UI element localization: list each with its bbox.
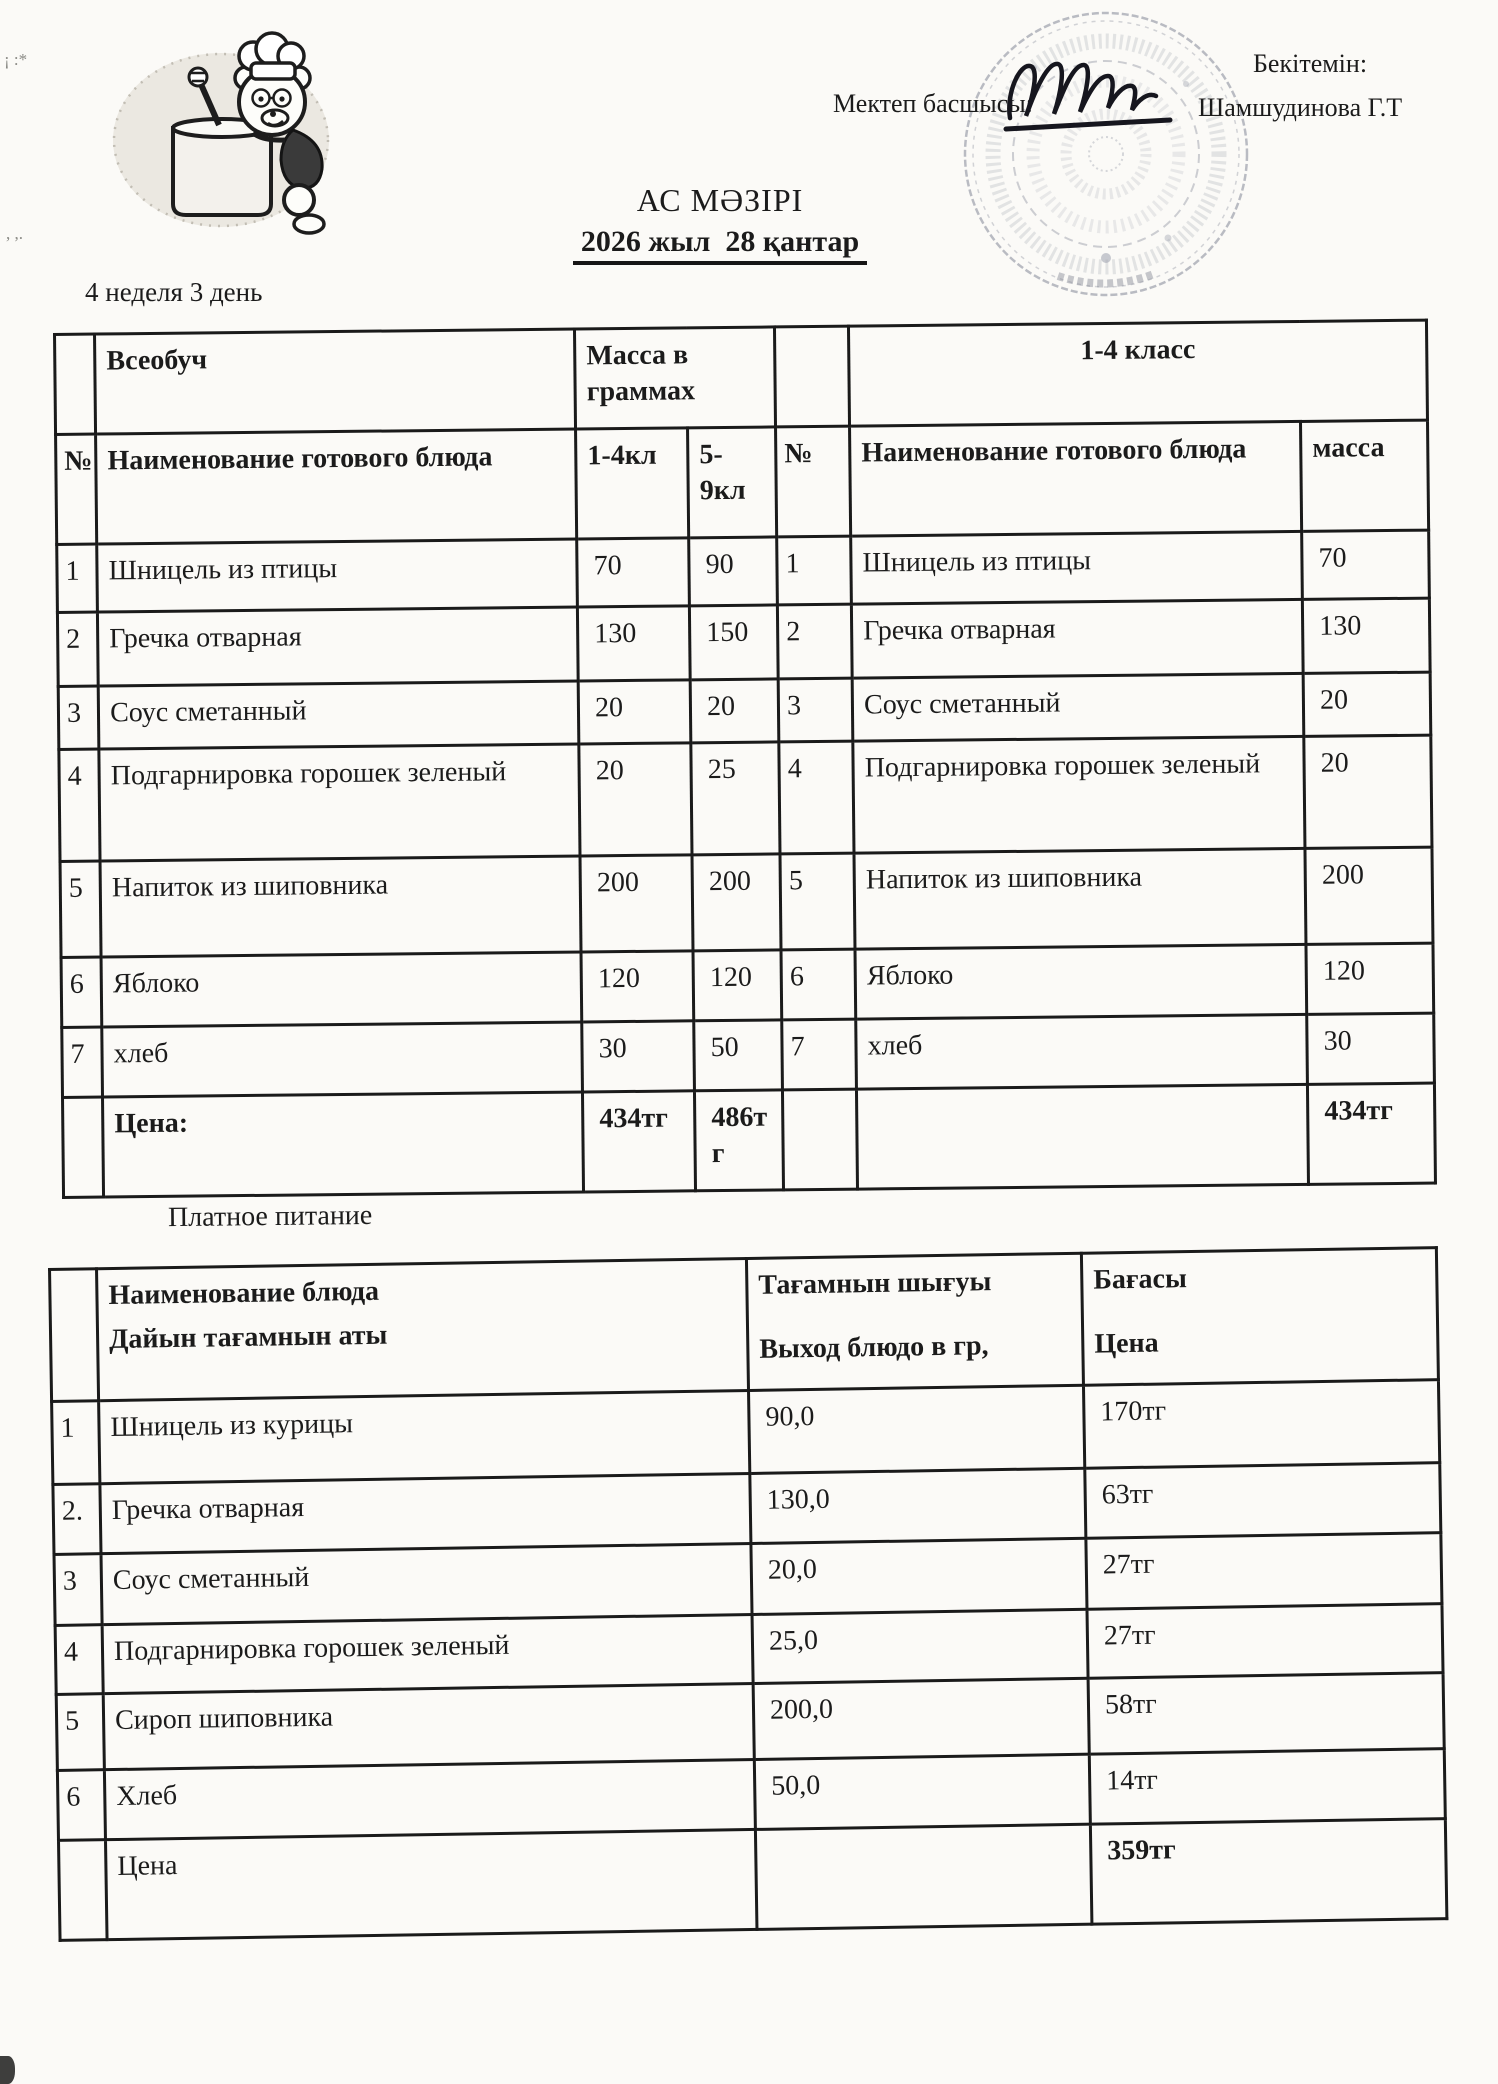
kl14-col-header: 1-4кл bbox=[576, 428, 689, 539]
scan-artifact: , ,. bbox=[6, 224, 23, 243]
row-num: 6 bbox=[57, 1770, 105, 1841]
num2-col-header: № bbox=[776, 426, 851, 537]
mass-value: 130 bbox=[1302, 598, 1430, 673]
column-header-row bbox=[50, 1248, 1439, 1402]
blank-cell bbox=[63, 1097, 104, 1197]
row-num: 4 bbox=[59, 749, 100, 861]
row-num: 3 bbox=[778, 678, 853, 742]
blank-cell bbox=[55, 334, 96, 434]
menu-row bbox=[60, 847, 1433, 957]
main-menu-table-wrap bbox=[53, 319, 1437, 1199]
price-total-row bbox=[58, 1819, 1446, 1941]
dish-name: Соус сметанный bbox=[852, 673, 1304, 741]
mass-5-9: 120 bbox=[693, 950, 782, 1021]
dish-name: Яблоко bbox=[855, 944, 1307, 1019]
price-label: Цена: bbox=[103, 1092, 584, 1197]
dish-name: Хлеб bbox=[104, 1759, 755, 1839]
mass-5-9: 50 bbox=[694, 1020, 783, 1091]
dish-name: Соус сметанный bbox=[101, 1543, 752, 1624]
signature-icon bbox=[1000, 50, 1200, 150]
group-header-row bbox=[55, 320, 1428, 434]
mass-value: 200 bbox=[1305, 847, 1433, 944]
blank-cell bbox=[50, 1269, 99, 1402]
menu-date: 2026 жыл 28 қантар bbox=[573, 225, 867, 265]
dish-name: Шницель из птицы bbox=[851, 531, 1303, 604]
mass-5-9: 20 bbox=[690, 679, 779, 743]
dish-name: Подгарнировка горошек зеленый bbox=[102, 1614, 753, 1693]
mass-value: 70 bbox=[1302, 530, 1430, 599]
mass-col-header: масса bbox=[1301, 420, 1429, 531]
dish-name: Подгарнировка горошек зеленый bbox=[853, 736, 1305, 853]
output-value: 130,0 bbox=[750, 1468, 1086, 1543]
menu-row bbox=[57, 598, 1430, 686]
row-num: 2 bbox=[57, 612, 98, 686]
vseobuch-header: Всеобуч bbox=[95, 329, 576, 434]
row-num: 6 bbox=[61, 957, 102, 1027]
paid-section-label: Платное питание bbox=[167, 1199, 373, 1234]
output-header-ru: Выход блюдо в гр, bbox=[759, 1330, 989, 1366]
row-num: 1 bbox=[52, 1401, 100, 1485]
mass-1-4: 20 bbox=[578, 680, 691, 744]
chef-bear-logo-icon bbox=[103, 28, 343, 248]
price-label: Цена bbox=[105, 1829, 756, 1939]
row-num: 2 bbox=[778, 604, 853, 679]
output-value: 200,0 bbox=[753, 1678, 1089, 1759]
blank-cell bbox=[58, 1840, 107, 1941]
output-value: 20,0 bbox=[751, 1538, 1087, 1614]
mass-1-4: 30 bbox=[582, 1021, 695, 1092]
price-value: 27тг bbox=[1086, 1533, 1442, 1610]
mass-5-9: 90 bbox=[689, 537, 778, 606]
signer-name: Шамшудинова Г.Т bbox=[1198, 93, 1403, 122]
row-num: 2. bbox=[53, 1484, 101, 1555]
output-value: 50,0 bbox=[754, 1754, 1090, 1829]
row-num: 5 bbox=[56, 1694, 104, 1771]
dish-name: Шницель из курицы bbox=[99, 1391, 750, 1484]
scan-smudge bbox=[0, 2056, 15, 2084]
dish-col-header: Наименование готового блюда bbox=[96, 429, 577, 544]
week-day-label: 4 неделя 3 день bbox=[85, 277, 263, 307]
column-header-row bbox=[56, 420, 1429, 544]
price-5-9: 486тг bbox=[695, 1090, 784, 1191]
dish-name: Подгарнировка горошек зеленый bbox=[99, 744, 580, 861]
output-value: 25,0 bbox=[752, 1609, 1088, 1683]
row-num: 6 bbox=[781, 949, 856, 1020]
price-header-kz: Бағасы bbox=[1093, 1263, 1188, 1296]
main-menu-table bbox=[53, 319, 1437, 1199]
mass-5-9: 25 bbox=[691, 742, 780, 855]
row-num: 4 bbox=[55, 1625, 103, 1695]
mass-1-4: 120 bbox=[581, 951, 694, 1022]
dish-name: Гречка отварная bbox=[98, 607, 579, 686]
blank-cell bbox=[857, 1084, 1309, 1189]
signer-label: Мектеп басшысы: bbox=[833, 89, 1033, 118]
row-num: 7 bbox=[62, 1027, 103, 1097]
mass-value: 30 bbox=[1307, 1013, 1435, 1084]
dish-col-header bbox=[97, 1259, 749, 1401]
dish-name: Гречка отварная bbox=[100, 1474, 751, 1554]
dish-header-ru: Наименование блюда bbox=[108, 1275, 380, 1312]
title-block bbox=[500, 182, 940, 265]
dish-name: хлеб bbox=[102, 1022, 583, 1097]
price-value: 14тг bbox=[1089, 1749, 1445, 1825]
row-num: 1 bbox=[57, 544, 98, 612]
num-col-header: № bbox=[56, 434, 97, 544]
blank-cell bbox=[775, 326, 850, 427]
mass-value: 20 bbox=[1304, 735, 1432, 848]
mass-5-9: 150 bbox=[690, 605, 779, 680]
dish2-col-header: Наименование готового блюда bbox=[850, 421, 1302, 536]
mass-1-4: 130 bbox=[578, 606, 691, 681]
kl59-col-header: 5-9кл bbox=[688, 427, 777, 538]
scan-artifact: ¡ :* bbox=[4, 50, 28, 69]
price-value: 27тг bbox=[1087, 1604, 1443, 1679]
mass-1-4: 70 bbox=[577, 538, 690, 607]
price-total-row bbox=[63, 1083, 1436, 1197]
row-num: 3 bbox=[54, 1554, 102, 1626]
blank-cell bbox=[783, 1089, 858, 1190]
total-price-value: 359тг bbox=[1090, 1819, 1447, 1925]
menu-row bbox=[59, 735, 1432, 861]
row-num: 4 bbox=[779, 741, 854, 854]
dish-name: Шницель из птицы bbox=[97, 539, 578, 612]
price-1-4: 434тг bbox=[583, 1091, 696, 1192]
price-value: 434тг bbox=[1308, 1083, 1436, 1184]
page-title: АС МӘЗІРІ bbox=[636, 182, 804, 218]
mass-5-9: 200 bbox=[692, 854, 781, 951]
mass-1-4: 200 bbox=[580, 855, 693, 952]
output-header-kz: Тағамнын шығуы bbox=[758, 1266, 992, 1301]
dish-name: Сироп шиповника bbox=[103, 1683, 754, 1769]
dish-name: Яблоко bbox=[101, 952, 582, 1027]
row-num: 5 bbox=[60, 861, 101, 957]
row-num: 5 bbox=[780, 853, 855, 950]
approval-label: Бекітемін: bbox=[1253, 49, 1368, 78]
mass-grams-header: Масса в граммах bbox=[575, 327, 776, 429]
dish-name: Соус сметанный bbox=[98, 681, 579, 749]
blank-cell bbox=[755, 1824, 1092, 1929]
output-col-header bbox=[746, 1253, 1083, 1390]
row-num: 7 bbox=[782, 1019, 857, 1090]
mass-value: 20 bbox=[1303, 672, 1431, 736]
price-value: 170тг bbox=[1083, 1380, 1439, 1469]
mass-value: 120 bbox=[1306, 943, 1434, 1014]
row-num: 1 bbox=[777, 536, 852, 605]
output-value: 90,0 bbox=[749, 1385, 1085, 1473]
dish-header-kz: Дайын тағамнын аты bbox=[108, 1320, 388, 1356]
row-num: 3 bbox=[58, 686, 99, 749]
grade-1-4-header: 1-4 класс bbox=[849, 320, 1428, 426]
dish-name: Гречка отварная bbox=[852, 599, 1304, 678]
paid-menu-table bbox=[48, 1246, 1448, 1942]
dish-name: хлеб bbox=[856, 1014, 1308, 1089]
price-value: 58тг bbox=[1088, 1673, 1444, 1755]
paid-menu-table-wrap bbox=[48, 1246, 1448, 1942]
dish-name: Напиток из шиповника bbox=[854, 848, 1306, 949]
mass-1-4: 20 bbox=[579, 743, 692, 856]
price-col-header bbox=[1081, 1248, 1438, 1386]
price-header-ru: Цена bbox=[1094, 1327, 1159, 1360]
price-value: 63тг bbox=[1085, 1463, 1441, 1539]
dish-name: Напиток из шиповника bbox=[100, 856, 581, 957]
